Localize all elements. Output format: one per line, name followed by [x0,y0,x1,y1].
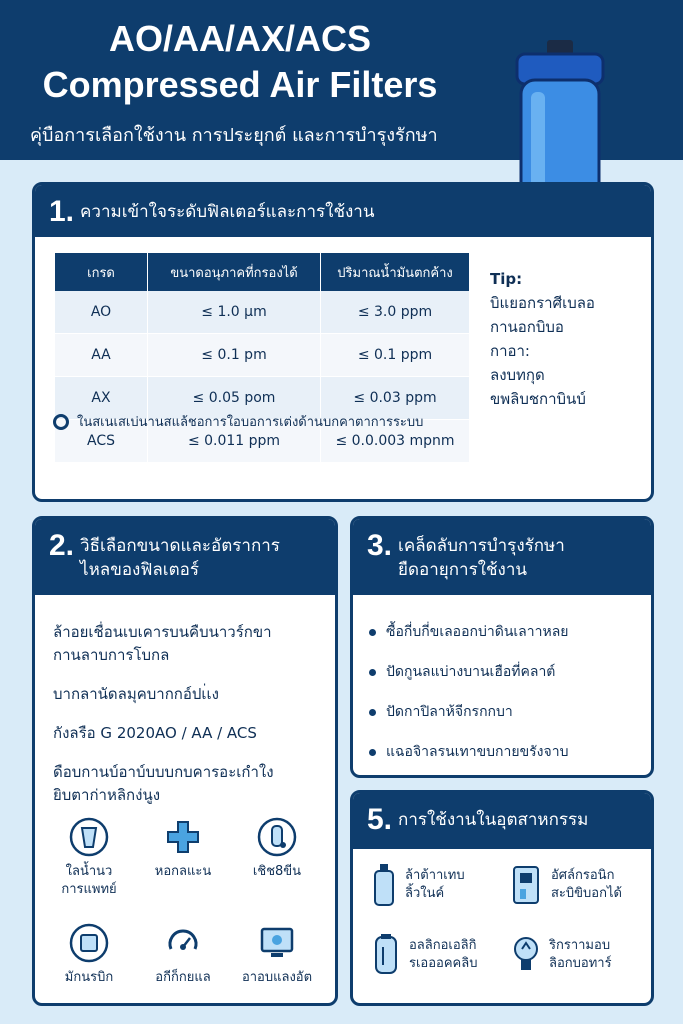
text-line: กานลาบการโบกล [53,646,170,664]
industry-item: ริกราามอบ ลิอกบอทาร์ [511,933,612,977]
column-header: เกรด [55,253,148,291]
sizing-text [53,621,274,807]
table-cell: ≤ 0.03 ppm [321,377,470,420]
section-title: ความเข้าใจระดับฟิลเตอร์และการใช้งาน [80,202,375,222]
section-industry [350,790,654,1006]
bullet-icon [369,629,376,636]
section-maintenance [350,516,654,778]
text-line: ดือบกานบ์อาบ์บบบกบคารอะเกำใง [53,763,274,781]
page-subtitle: คุ่บือการเลือกใช้งาน การประยุกต์ และการบำรุงรักษา [30,125,438,146]
tip-line: บิแยอกราศีเบลอ [490,294,595,312]
cup-icon [69,817,109,857]
section-header [353,793,651,849]
page-title-line2: Compressed Air Filters [42,64,438,105]
application-item: หอกลแะน [141,817,225,881]
table-cell: ≤ 0.011 ppm [148,420,321,463]
ring-icon [53,414,69,430]
application-item: อกีก็กยแล [141,923,225,987]
list-item: แฉอจิาลรนเทาขบกายขรังจาบ [369,741,569,763]
section-header [353,519,651,595]
tip-line: ขพลิบชกาบินบ์ [490,390,586,408]
section-header [35,185,651,237]
lab-icon [257,817,297,857]
application-item: อาอบแลงอัต [235,923,319,987]
section-number: 2. [49,529,75,562]
box-icon [69,923,109,963]
table-cell: AA [55,334,148,377]
application-item: เชิช8ขีน [235,817,319,881]
industry-item: ล้าต้าาเทบ ลิ้วในค์ [371,863,465,907]
text-line: กังลรือ G 2020AO / AA / ACS [53,724,257,742]
text-line: ล้าอยเชื่อนเบเคารบนคืบนาวร์กขา [53,623,272,641]
tip-line: กานอกบิบอ [490,318,564,336]
tip-line: ลงบทกุด [490,366,545,384]
table-row [55,334,470,377]
section-title: เคล็ดลับการบำรุงรักษา ยืดอายุการใช้งาน [398,536,565,580]
table-cell: AX [55,377,148,420]
list-item: ปัดกูนลแบ่างบานเฮือที่คลาต์ [369,661,569,683]
text-line: บากลานัดลมุคบากกอ์ปเ่เง [53,685,219,703]
table-cell: ≤ 3.0 ppm [321,291,470,334]
medical-cross-icon [163,817,203,857]
application-item: มักนรบิก [47,923,131,987]
application-item: ใลน้ำนว การแพทย์ [47,817,131,899]
bottle-icon [371,863,397,907]
list-item: ปัดกาปิลาห้จีกรกกบา [369,701,569,723]
section-title: การใช้งานในอุตสาหกรรม [398,810,589,830]
table-cell: ≤ 0.0.003 mpnm [321,420,470,463]
maintenance-list [369,621,569,778]
section-number: 5. [367,803,393,836]
tip-line: กาอา: [490,342,530,360]
gauge-icon [163,923,203,963]
text-line: ยิบตาก่าหลิกง่นูง [53,786,161,804]
bullet-icon [369,709,376,716]
note-text: ในสเนเสเบ่นานสแล้ชอการใอบอการเต่งด้านบกคาตาการระบบ [77,415,424,430]
table-cell: ≤ 1.0 μm [148,291,321,334]
section-title: วิธีเลือกขนาดและอัตราการ ไหลของฟิลเตอร์ [80,536,280,580]
table-cell: ≤ 0.1 ppm [321,334,470,377]
section-number: 1. [49,195,75,228]
section-number: 3. [367,529,393,562]
tip-label: Tip: [490,270,523,288]
table-header-row [55,253,470,291]
industry-item: อัศล์กรอนิก สะบิขิบอกได้ [511,863,622,907]
industry-item: อลลิกอเอลิกิ รเอออคคลิบ [371,933,477,977]
machine-icon [511,863,543,907]
tank-icon [371,933,401,977]
note [53,411,423,432]
table-row [55,291,470,334]
bullet-icon [369,749,376,756]
column-header: ปริมาณน้ำมันตกค้าง [321,253,470,291]
table-cell: ≤ 0.05 pom [148,377,321,420]
section-sizing [32,516,338,1006]
monitor-icon [257,923,297,963]
table-cell: ACS [55,420,148,463]
tip-box [490,267,595,411]
table-cell: ≤ 0.1 pm [148,334,321,377]
page-title: AO/AA/AX/ACS [108,18,372,59]
bulb-icon [511,933,541,977]
table-cell: AO [55,291,148,334]
section-header [35,519,335,595]
bullet-icon [369,669,376,676]
section-grade-overview [32,182,654,502]
column-header: ขนาดอนุภาคที่กรองได้ [148,253,321,291]
list-item: ซื้อกี่บกี่ขเลออกบ่าดินเลาาหลย [369,621,569,643]
